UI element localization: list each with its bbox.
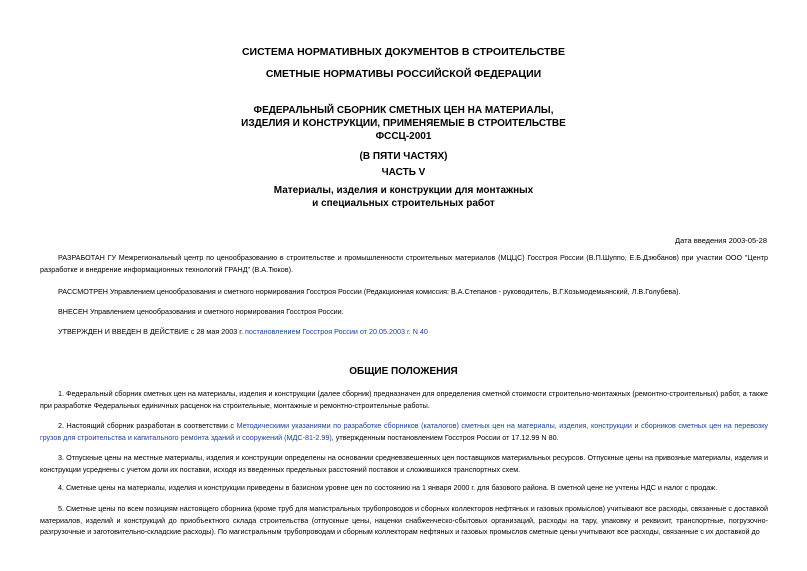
part-subtitle-line2: и специальных строительных работ [312, 198, 495, 209]
collection-title-line2: ИЗДЕЛИЯ И КОНСТРУКЦИИ, ПРИМЕНЯЕМЫЕ В СТРОИТЕЛЬСТВЕ [241, 118, 566, 129]
part-number: ЧАСТЬ V [381, 167, 426, 178]
decree-link[interactable]: постановлением Госстроя России от 20.05.2003 г. N 40 [244, 327, 428, 336]
reviewed-paragraph: РАССМОТРЕН Управлением ценообразования и сметного нормирования Госстроя России (Редакционная комиссия: В.А.Степанов - руководитель, В.Г.Козьмодемьянский, Л.В.Голубева). [58, 287, 681, 296]
system-heading: СИСТЕМА НОРМАТИВНЫХ ДОКУМЕНТОВ В СТРОИТЕЛЬСТВЕ [241, 46, 566, 58]
general-paragraph-1: 1. Федеральный сборник сметных цен на материалы, изделия и конструкции (далее сборник) предназначен для определения сметной стоимости строительно-монтажных (ремонтно-строительных) работ, а также при разработке Федеральных единичных расценок на строительные, монтажные и ремонтно-строительные работы. [40, 389, 768, 410]
general-paragraph-3: 3. Отпускные цены на местные материалы, изделия и конструкции определены на основании средневзвешенных цен поставщиков материальных ресурсов. Отпускные цены на привозные материалы, изделия и конструкции усреднены с учетом доли их поставки, исходя из введенных предельных расстояний поставок и сложившихся транспортных схем. [40, 453, 768, 474]
guidelines-link[interactable]: Методическими указаниями по разработке сборников (каталогов) сметных цен на материалы, изделия, конструкции и сборников сметных цен на перевозку грузов для строительства и капитального ремонта зданий и сооружений (МДС-81-2.99) [40, 421, 768, 442]
general-provisions-heading: ОБЩИЕ ПОЛОЖЕНИЯ [349, 366, 458, 377]
general-paragraph-5: 5. Сметные цены по всем позициям настоящего сборника (кроме труб для магистральных трубопроводов и сборных коллекторов нефтяных и газовых промыслов) учитывают все расходы, связанные с доставкой материалов, изделий и конструкций до приобъектного склада строительства (отпускные цены, наценки снабженческо-сбытовых организаций, расходы на тару, упаковку и реквизит, транспортные, погрузочно-разгрузочные и заготовительно-складские расходы). По магистральным трубопроводам и сборным коллекторам нефтяных и газовых промыслов сметные цены учитывают все расходы, связанные с их доставкой до [40, 504, 768, 536]
introduction-date: Дата введения 2003-05-28 [675, 236, 767, 245]
norms-heading: СМЕТНЫЕ НОРМАТИВЫ РОССИЙСКОЙ ФЕДЕРАЦИИ [265, 68, 542, 80]
parts-count: (В ПЯТИ ЧАСТЯХ) [359, 151, 448, 162]
general-paragraph-4: 4. Сметные цены на материалы, изделия и конструкции приведены в базисном уровне цен по состоянию на 1 января 2000 г. для базового района. В сметной цене не учтены НДС и налог с продаж. [58, 483, 718, 492]
part-subtitle-line1: Материалы, изделия и конструкции для монтажных [273, 185, 534, 196]
collection-code: ФССЦ-2001 [375, 131, 432, 142]
developed-paragraph: РАЗРАБОТАН ГУ Межрегиональный центр по ценообразованию в строительстве и промышленности строительных материалов (МЦЦС) Госстроя России (В.П.Шуппо, Е.Б.Дзюбанов) при участии ООО "Центр разработке и внедрение информационных технологий ГРАНД" (В.А.Тюков). [40, 253, 768, 274]
introduced-paragraph: ВНЕСЕН Управлением ценообразования и сметного нормирования Госстроя России. [58, 307, 344, 316]
collection-title-line1: ФЕДЕРАЛЬНЫЙ СБОРНИК СМЕТНЫХ ЦЕН НА МАТЕРИАЛЫ, [253, 105, 554, 116]
general-paragraph-2: 2. Настоящий сборник разработан в соответствии с Методическими указаниями по разработке сборников (каталогов) сметных цен на материалы, изделия, конструкции и сборников сметных цен на перевозку грузов для строительства и капитального ремонта зданий и сооружений (МДС-81-2.99), утвержденным постановлением Госстроя России от 17.12.99 N 80. [40, 421, 768, 442]
approved-paragraph: УТВЕРЖДЕН И ВВЕДЕН В ДЕЙСТВИЕ с 28 мая 2003 г. постановлением Госстроя России от 20.05.2003 г. N 40 [58, 327, 428, 336]
